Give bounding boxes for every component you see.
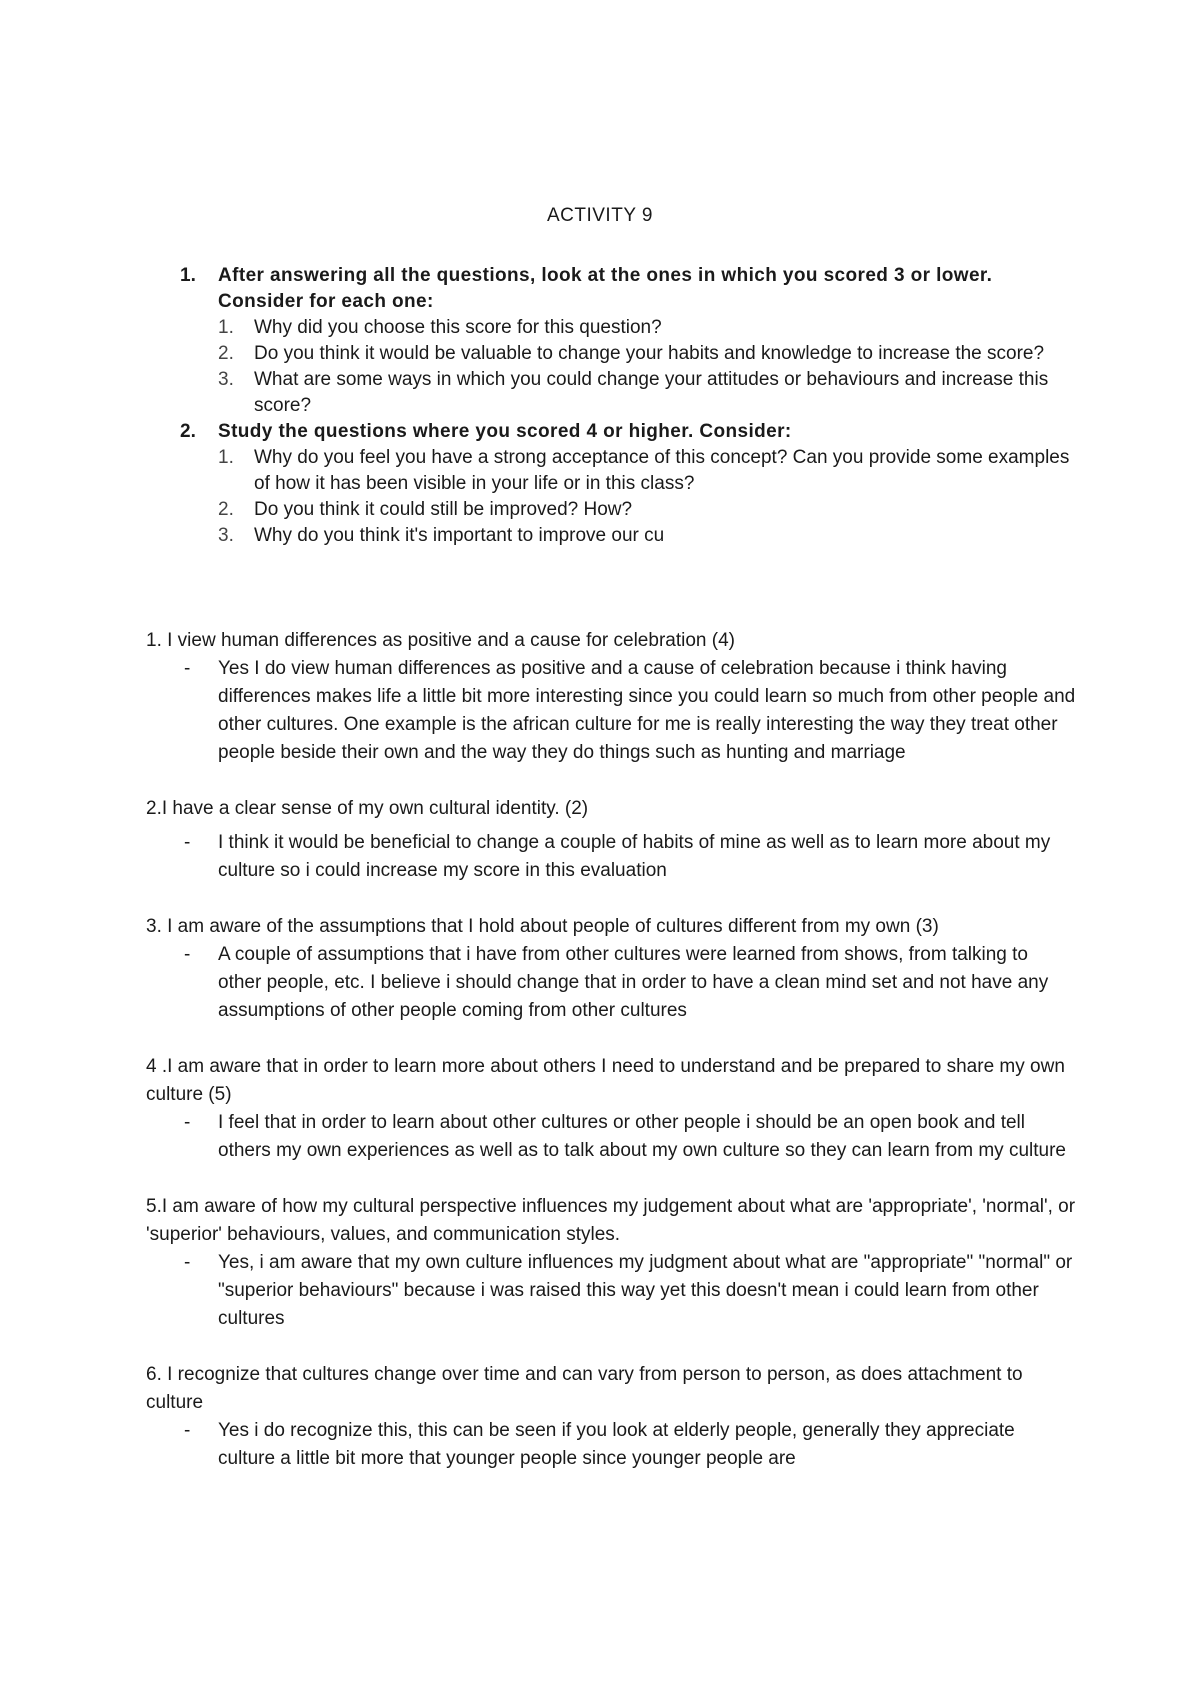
- sub-item-number: 1.: [218, 317, 234, 338]
- answer-item: [146, 941, 1076, 1025]
- sub-item-text: Why did you choose this score for this question?: [254, 317, 662, 338]
- instruction-number: 2.: [180, 421, 196, 442]
- answer-dash: -: [184, 1420, 191, 1441]
- instruction-sub-list: [182, 445, 1080, 549]
- instruction-item: [180, 419, 1080, 549]
- answer-dash: -: [184, 658, 191, 679]
- answers-section: [146, 627, 1076, 1501]
- sub-item-text: Why do you think it's important to improve our cu: [254, 525, 665, 546]
- sub-item-number: 2.: [218, 343, 234, 364]
- answer-item: [146, 1109, 1076, 1165]
- sub-item: [218, 341, 1080, 367]
- answer-text: I think it would be beneficial to change a couple of habits of mine as well as to learn more about my culture so i could increase my score in this evaluation: [218, 832, 1051, 881]
- sub-item-text: Why do you feel you have a strong acceptance of this concept? Can you provide some examples of how it has been visible in your life or in this class?: [254, 447, 1070, 494]
- question-text: 5.I am aware of how my cultural perspective influences my judgement about what are 'appropriate', 'normal', or 'superior' behaviours, values, and communication styles.: [146, 1196, 1076, 1245]
- sub-item-text: What are some ways in which you could change your attitudes or behaviours and increase this score?: [254, 369, 1049, 416]
- instruction-heading: Study the questions where you scored 4 or higher. Consider:: [218, 421, 792, 442]
- question-block: [146, 627, 1076, 767]
- sub-item-number: 2.: [218, 499, 234, 520]
- answer-text: A couple of assumptions that i have from other cultures were learned from shows, from talking to other people, etc. I believe i should change that in order to have a clean mind set and not have any assumptions of other people coming from other cultures: [218, 944, 1049, 1021]
- sub-item-text: Do you think it would be valuable to change your habits and knowledge to increase the score?: [254, 343, 1045, 364]
- instruction-number: 1.: [180, 265, 196, 286]
- answer-dash: -: [184, 1252, 191, 1273]
- sub-item-number: 3.: [218, 525, 234, 546]
- question-block: [146, 1361, 1076, 1473]
- question-text: 6. I recognize that cultures change over time and can vary from person to person, as does attachment to culture: [146, 1364, 1023, 1413]
- answer-text: Yes, i am aware that my own culture influences my judgment about what are "appropriate" "normal" or "superior behaviours" because i was raised this way yet this doesn't mean i could learn from other cultures: [218, 1252, 1073, 1329]
- sub-item: [218, 523, 1080, 549]
- instruction-heading: After answering all the questions, look at the ones in which you scored 3 or lower. Consider for each one:: [218, 265, 993, 312]
- sub-item: [218, 367, 1080, 419]
- sub-item-text: Do you think it could still be improved? How?: [254, 499, 633, 520]
- question-text: 3. I am aware of the assumptions that I hold about people of cultures different from my own (3): [146, 916, 939, 937]
- question-text: 2.I have a clear sense of my own cultural identity. (2): [146, 798, 589, 819]
- answer-text: Yes i do recognize this, this can be seen if you look at elderly people, generally they appreciate culture a little bit more that younger people since younger people are: [218, 1420, 1015, 1469]
- sub-item: [218, 497, 1080, 523]
- instructions-list: [180, 263, 1080, 549]
- sub-item: [218, 445, 1080, 497]
- answer-dash: -: [184, 944, 191, 965]
- answer-dash: -: [184, 832, 191, 853]
- question-block: [146, 795, 1076, 885]
- instruction-sub-list: [182, 315, 1080, 419]
- question-block: [146, 1053, 1076, 1165]
- page-title: ACTIVITY 9: [546, 205, 653, 226]
- answer-item: [146, 829, 1076, 885]
- question-block: [146, 1193, 1076, 1333]
- answer-dash: -: [184, 1112, 191, 1133]
- sub-item: [218, 315, 1080, 341]
- question-block: [146, 913, 1076, 1025]
- sub-item-number: 3.: [218, 369, 234, 390]
- answer-item: [146, 1417, 1076, 1473]
- answer-text: Yes I do view human differences as positive and a cause of celebration because i think having differences makes life a little bit more interesting since you could learn so much from other people and other cultures. One example is the african culture for me is really interesting the way they treat other people beside their own and the way they do things such as hunting and marriage: [218, 658, 1076, 763]
- answer-text: I feel that in order to learn about other cultures or other people i should be an open book and tell others my own experiences as well as to talk about my own culture so they can learn from my culture: [218, 1112, 1066, 1161]
- sub-item-number: 1.: [218, 447, 234, 468]
- answer-item: [146, 1249, 1076, 1333]
- question-text: 4 .I am aware that in order to learn more about others I need to understand and be prepared to share my own culture (5): [146, 1056, 1065, 1105]
- question-text: 1. I view human differences as positive and a cause for celebration (4): [146, 630, 735, 651]
- answer-item: [146, 655, 1076, 767]
- instruction-item: [180, 263, 1080, 419]
